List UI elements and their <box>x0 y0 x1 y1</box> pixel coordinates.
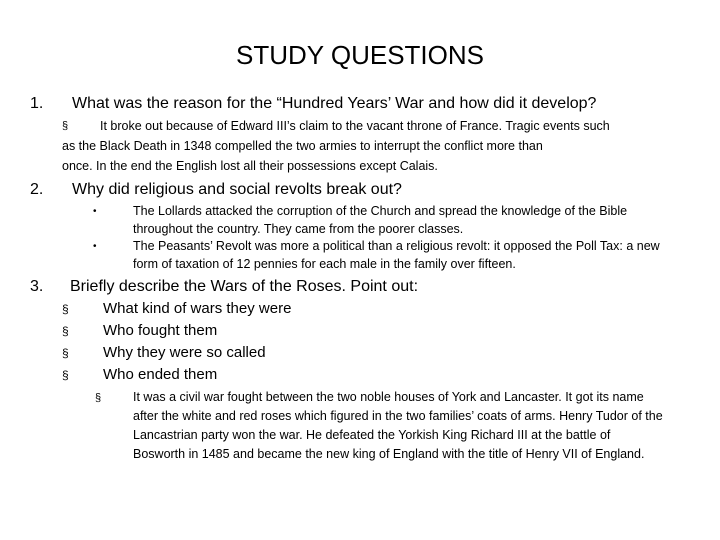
question-2-bullet-2: • <box>93 241 97 252</box>
question-3-point-bullet: § <box>62 368 69 382</box>
question-1-number: 1. <box>30 95 44 112</box>
page-title: STUDY QUESTIONS <box>235 40 484 70</box>
question-3-answer: It was a civil war fought between the two noble houses of York and Lancaster. It got its name after the white and red roses which figured in the two families’ coats of arms. Henry Tudor of the Lancastrian party won the war. He defeated the Yorkish King Richard III at the battle of Bosworth in 1485 and became the new king of England with the title of Henry VII of England. <box>133 390 663 461</box>
question-3-point-4: Who ended them <box>103 366 218 383</box>
question-1-answer-line-3: once. In the end the English lost all their possessions except Calais. <box>62 159 438 173</box>
question-3-point-1: What kind of wars they were <box>103 300 292 317</box>
question-3-number: 3. <box>30 278 44 295</box>
question-3-point-2: Who fought them <box>103 322 218 339</box>
question-3-text: Briefly describe the Wars of the Roses. Point out: <box>70 278 419 295</box>
question-2-number: 2. <box>30 181 44 198</box>
question-3-point-bullet: § <box>62 302 69 316</box>
question-2-text: Why did religious and social revolts break out? <box>72 181 402 198</box>
question-2-bullet-1: • <box>93 206 97 217</box>
question-3-answer-bullet: § <box>95 392 102 404</box>
question-2-item-1: The Lollards attacked the corruption of the Church and spread the knowledge of the Bible throughout the country. They came from the poorer classes. <box>133 204 628 236</box>
question-2-item-2: The Peasants’ Revolt was more a political than a religious revolt: it opposed the Poll Tax: a new form of taxation of 12 pennies for each male in the family over fifteen. <box>133 239 660 271</box>
question-3-point-bullet: § <box>62 346 69 360</box>
question-1-bullet: § <box>62 120 69 132</box>
question-1-answer-line-1: It broke out because of Edward III’s claim to the vacant throne of France. Tragic events such <box>100 119 610 133</box>
question-3-point-bullet: § <box>62 324 69 338</box>
question-1-answer-line-2: as the Black Death in 1348 compelled the two armies to interrupt the conflict more than <box>62 139 543 153</box>
question-1-text: What was the reason for the “Hundred Years’ War and how did it develop? <box>72 95 597 112</box>
question-3-point-3: Why they were so called <box>103 344 266 361</box>
